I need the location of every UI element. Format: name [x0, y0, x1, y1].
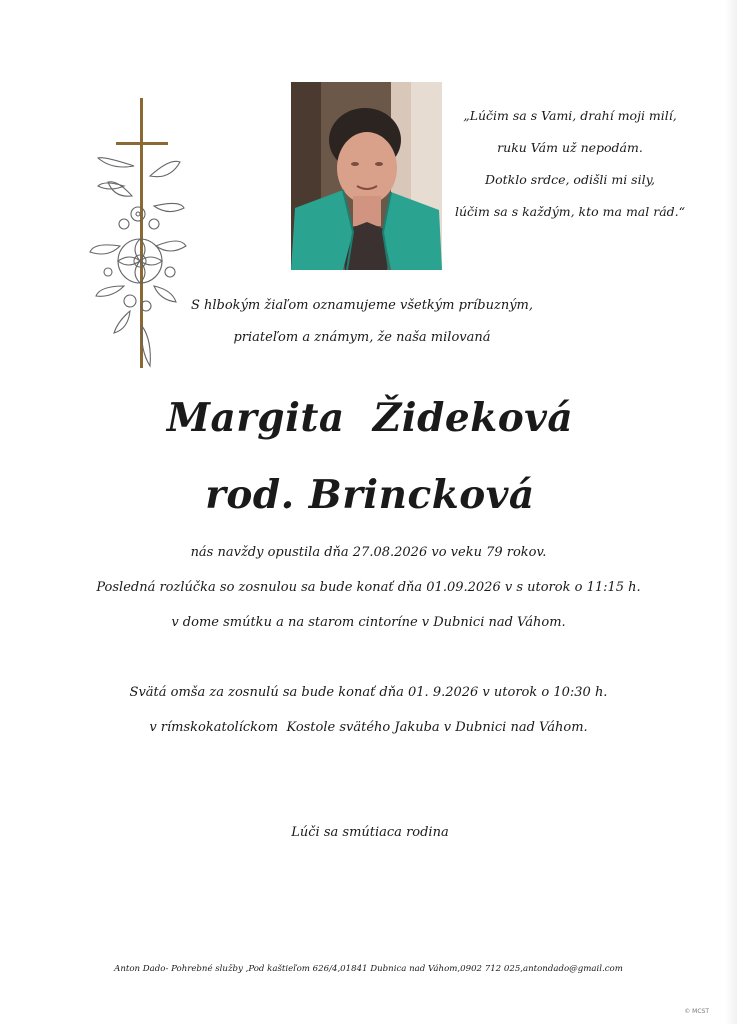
poem-block	[452, 100, 688, 228]
maiden-name: rod. Brincková	[205, 472, 535, 518]
deceased-name: Margita Žideková	[166, 395, 574, 441]
funeral-line: Posledná rozlúčka so zosnulou sa bude konať dňa 01.09.2026 v s utorok o 11:15 h.	[96, 580, 641, 595]
portrait-photo	[291, 82, 442, 270]
intro-line: S hlbokým žiaľom oznamujeme všetkým príbuzným,	[190, 298, 534, 313]
funeral-line: v dome smútku a na starom cintoríne v Dubnici nad Váhom.	[171, 615, 566, 630]
announcement-intro	[180, 290, 544, 354]
funeral-details	[60, 535, 677, 640]
paper-edge	[725, 0, 737, 1024]
mass-details	[60, 675, 677, 745]
poem-line: „Lúčim sa s Vami, drahí moji milí,	[463, 108, 677, 123]
mass-line: v rímskokatolíckom Kostole svätého Jakuba v Dubnici nad Váhom.	[149, 720, 588, 735]
intro-line: priateľom a známym, že naša milovaná	[233, 330, 491, 345]
poem-line: Dotklo srdce, odišli mi sily,	[485, 172, 655, 187]
poem-line: lúčim sa s každým, kto ma mal rád.“	[454, 204, 686, 219]
mass-line: Svätá omša za zosnulú sa bude konať dňa 01. 9.2026 v utorok o 10:30 h.	[129, 685, 608, 700]
closing-signature: Lúči sa smútiaca rodina	[291, 825, 449, 840]
poem-line: ruku Vám už nepodám.	[497, 140, 643, 155]
funeral-line: nás navždy opustila dňa 27.08.2026 vo veku 79 rokov.	[190, 545, 547, 560]
watermark: © MCST	[684, 1008, 709, 1015]
funeral-service-footer: Anton Dado- Pohrebné služby ,Pod kaštieľom 626/4,01841 Dubnica nad Váhom,0902 712 025,antondado@gmail.com	[114, 964, 623, 974]
